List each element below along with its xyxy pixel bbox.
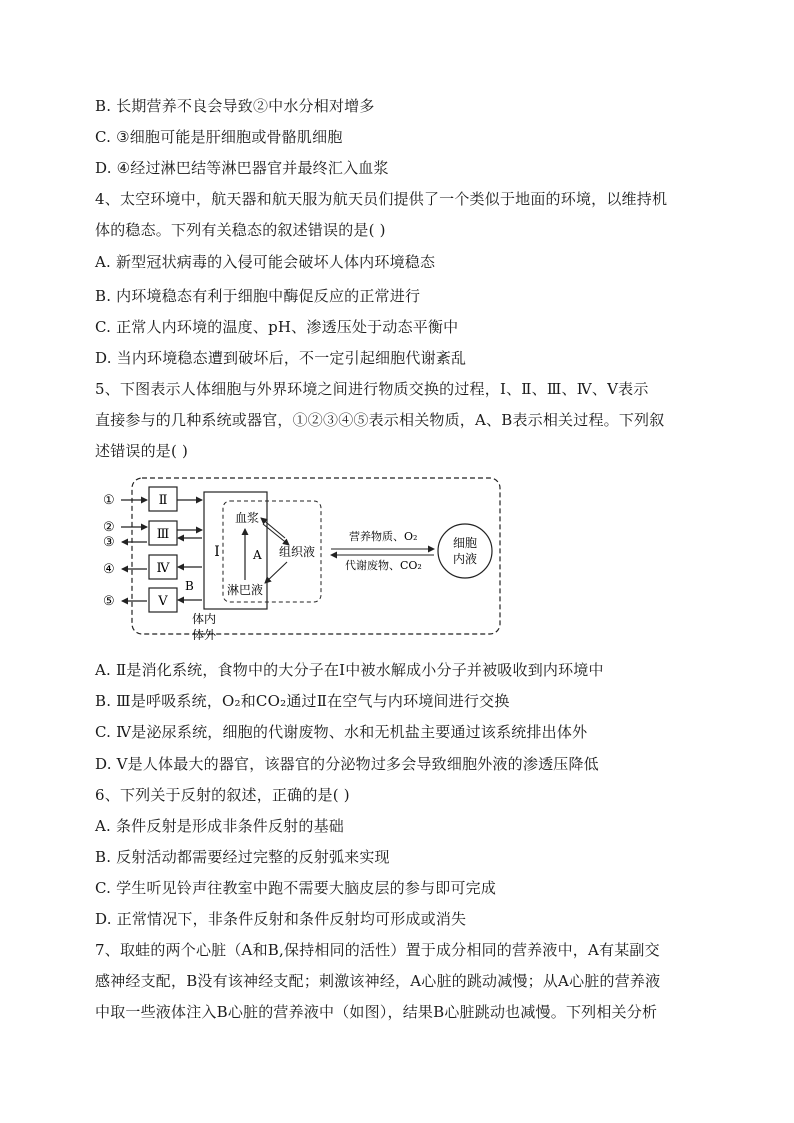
q4-option-b: B. 内环境稳态有利于细胞中酶促反应的正常进行	[95, 287, 421, 305]
q5-option-c: C. Ⅳ是泌尿系统，细胞的代谢废物、水和无机盐主要通过该系统排出体外	[95, 723, 588, 741]
nutrients-label: 营养物质、O₂	[349, 530, 418, 543]
q6-option-b: B. 反射活动都需要经过完整的反射弧来实现	[95, 848, 390, 866]
q4-option-c: C. 正常人内环境的温度、pH、渗透压处于动态平衡中	[95, 318, 459, 336]
system-i: Ⅰ	[214, 544, 220, 560]
q5-stem-line3: 述错误的是( )	[95, 442, 189, 460]
q6-stem: 6、下列关于反射的叙述，正确的是( )	[95, 786, 350, 804]
lymph-label: 淋巴液	[227, 583, 264, 597]
q3-option-d: D. ④经过淋巴结等淋巴器官并最终汇入血浆	[95, 159, 389, 177]
q5-stem-line1: 5、下图表示人体细胞与外界环境之间进行物质交换的过程，Ⅰ、Ⅱ、Ⅲ、Ⅳ、Ⅴ表示	[95, 380, 649, 398]
q5-stem-line2: 直接参与的几种系统或器官，①②③④⑤表示相关物质，A、B表示相关过程。下列叙	[95, 411, 665, 429]
substance-1: ①	[103, 493, 115, 508]
process-a-label: A	[253, 548, 262, 562]
q4-option-a: A. 新型冠状病毒的入侵可能会破坏人体内环境稳态	[95, 253, 436, 271]
wastes-label: 代谢废物、CO₂	[345, 559, 422, 572]
organ-iii: Ⅲ	[156, 527, 170, 542]
outside-label: 体外	[192, 628, 217, 640]
q6-option-c: C. 学生听见铃声往教室中跑不需要大脑皮层的参与即可完成	[95, 879, 497, 897]
cell-fluid-label-1: 细胞	[452, 536, 478, 550]
q7-stem-line2: 感神经支配，B没有该神经支配；刺激该神经，A心脏的跳动减慢；从A心脏的营养液	[95, 972, 661, 990]
plasma-label: 血浆	[235, 511, 260, 525]
process-b-label: B	[185, 579, 194, 593]
exchange-diagram	[95, 470, 515, 644]
q5-option-b: B. Ⅲ是呼吸系统，O₂和CO₂通过Ⅱ在空气与内环境间进行交换	[95, 692, 510, 710]
q5-option-d: D. Ⅴ是人体最大的器官，该器官的分泌物过多会导致细胞外液的渗透压降低	[95, 755, 599, 773]
cell-fluid-label-2: 内液	[452, 552, 478, 566]
q7-stem-line1: 7、取蛙的两个心脏（A和B,保持相同的活性）置于成分相同的营养液中，A有某副交	[95, 941, 660, 959]
organ-ii: Ⅱ	[158, 493, 168, 508]
q4-stem-line1: 4、太空环境中，航天器和航天服为航天员们提供了一个类似于地面的环境，以维持机	[95, 190, 668, 208]
organ-iv: Ⅳ	[156, 561, 170, 576]
substance-2: ②	[103, 520, 115, 535]
q5-option-a: A. Ⅱ是消化系统，食物中的大分子在Ⅰ中被水解成小分子并被吸收到内环境中	[95, 661, 604, 679]
q4-stem-line2: 体的稳态。下列有关稳态的叙述错误的是( )	[95, 221, 386, 239]
tissue-fluid-label: 组织液	[279, 545, 316, 559]
substance-4: ④	[103, 562, 115, 577]
q3-option-b: B. 长期营养不良会导致②中水分相对增多	[95, 97, 375, 115]
q3-option-c: C. ③细胞可能是肝细胞或骨骼肌细胞	[95, 128, 343, 146]
q4-option-d: D. 当内环境稳态遭到破坏后，不一定引起细胞代谢紊乱	[95, 349, 467, 367]
substance-5: ⑤	[103, 594, 115, 609]
organ-v: Ⅴ	[158, 594, 168, 609]
inside-label: 体内	[192, 612, 217, 626]
substance-3: ③	[103, 535, 115, 550]
q6-option-a: A. 条件反射是形成非条件反射的基础	[95, 817, 344, 835]
q7-stem-line3: 中取一些液体注入B心脏的营养液中（如图），结果B心脏跳动也减慢。下列相关分析	[95, 1003, 658, 1021]
q6-option-d: D. 正常情况下，非条件反射和条件反射均可形成或消失	[95, 910, 467, 928]
